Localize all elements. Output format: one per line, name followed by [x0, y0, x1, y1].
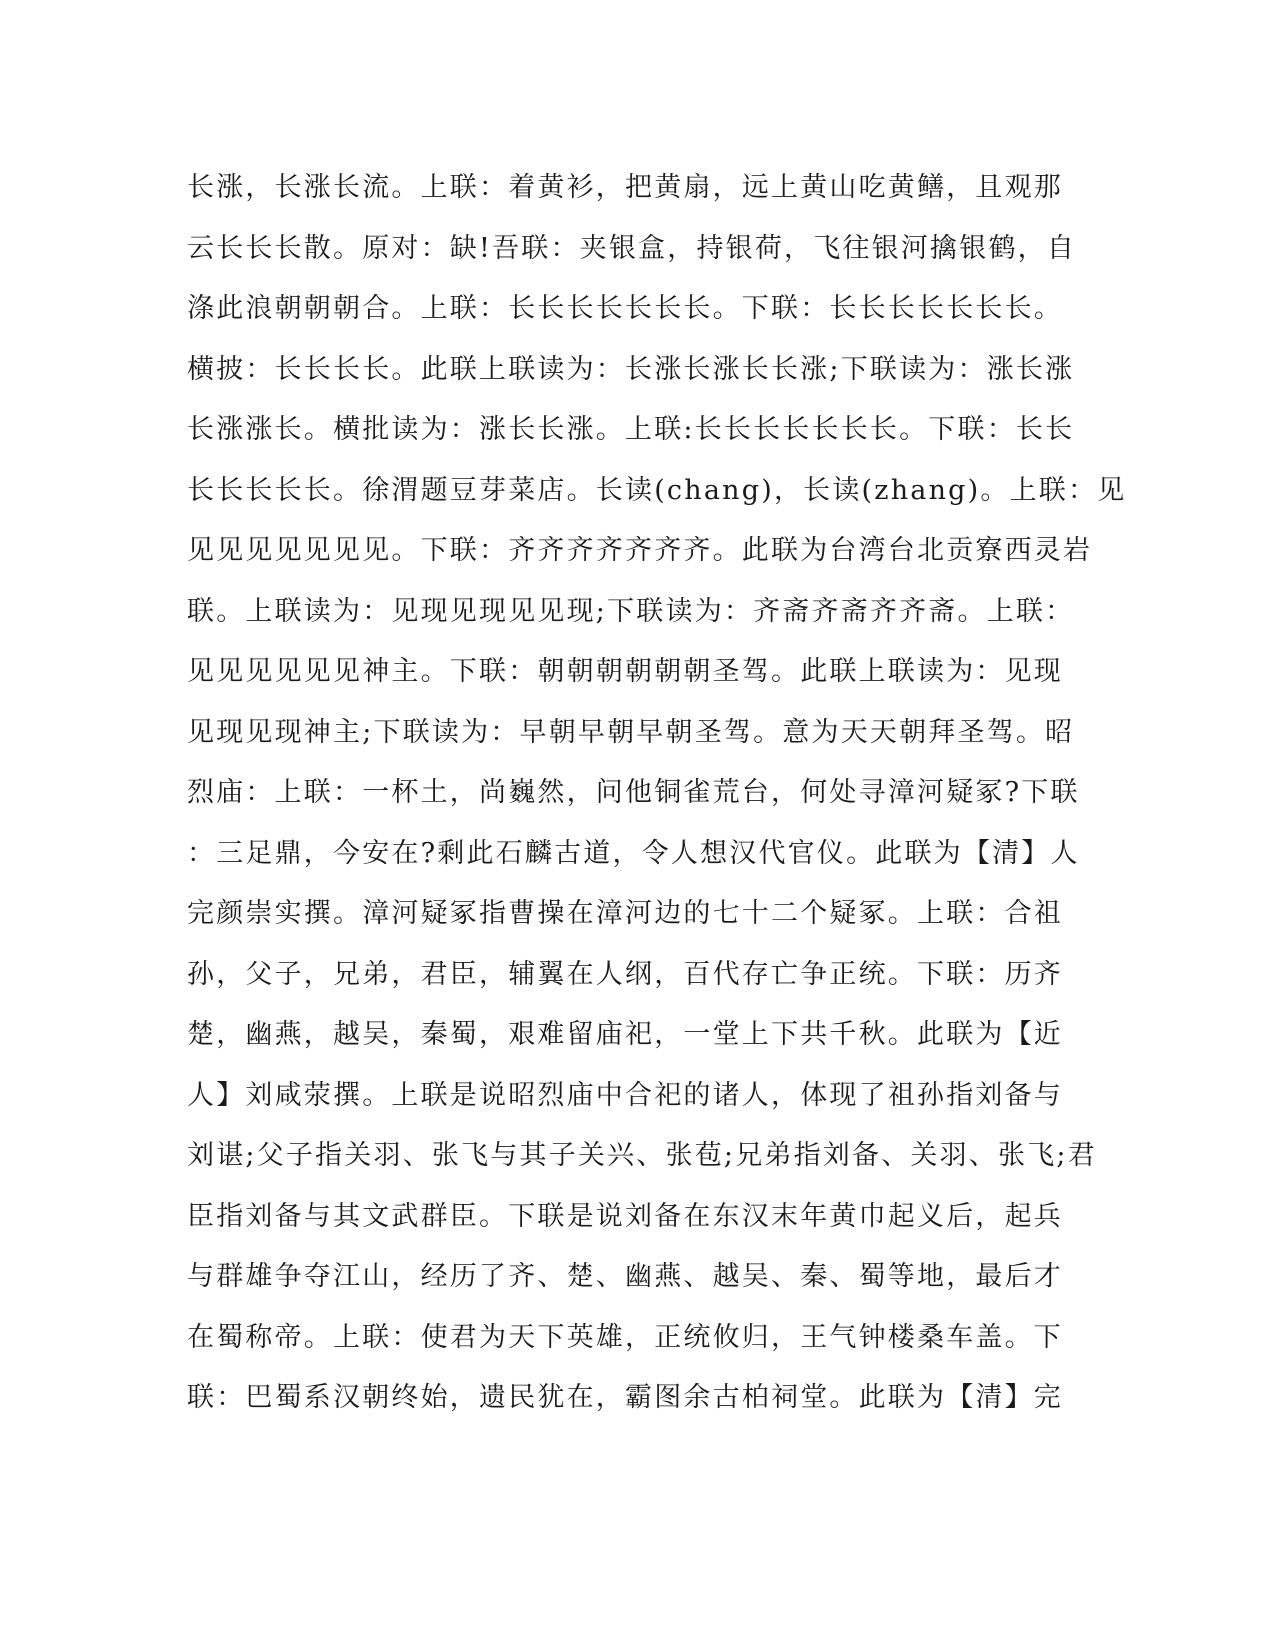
text-line: 与群雄争夺江山，经历了齐、楚、幽燕、越吴、秦、蜀等地，最后才: [187, 1261, 1063, 1292]
text-line: 见现见现神主;下联读为：早朝早朝早朝圣驾。意为天天朝拜圣驾。昭: [187, 716, 1075, 748]
text-line: 联：巴蜀系汉朝终始，遗民犹在，霸图余古柏祠堂。此联为【清】完: [187, 1382, 1063, 1413]
text-line: 完颜崇实撰。漳河疑冢指曹操在漳河边的七十二个疑冢。上联：合祖: [187, 898, 1063, 929]
text-line: 见见见见见见见。下联：齐齐齐齐齐齐齐。此联为台湾台北贡寮西灵岩: [187, 535, 1093, 566]
body-text: [187, 158, 1127, 1429]
text-line: 楚，幽燕，越吴，秦蜀，艰难留庙祀，一堂上下共千秋。此联为【近: [187, 1019, 1063, 1050]
text-line: 在蜀称帝。上联：使君为天下英雄，正统攸归，王气钟楼桑车盖。下: [187, 1321, 1063, 1353]
text-line: 烈庙：上联：一杯土，尚巍然，问他铜雀荒台，何处寻漳河疑冢?下联: [187, 777, 1080, 808]
text-line: 见见见见见见神主。下联：朝朝朝朝朝朝圣驾。此联上联读为：见现: [187, 656, 1063, 687]
text-line: 长涨涨长。横批读为：涨长长涨。上联:长长长长长长长。下联：长长: [187, 414, 1075, 445]
text-line: 横披：长长长长。此联上联读为：长涨长涨长长涨;下联读为：涨长涨: [187, 353, 1075, 385]
text-line: 云长长长散。原对：缺!吾联：夹银盒，持银荷，飞往银河擒银鹤，自: [187, 232, 1077, 264]
text-line: 刘谌;父子指关羽、张飞与其子关兴、张苞;兄弟指刘备、关羽、张飞;君: [187, 1140, 1097, 1171]
text-line: 臣指刘备与其文武群臣。下联是说刘备在东汉末年黄巾起义后，起兵: [187, 1200, 1063, 1232]
text-line: ：三足鼎，今安在?剩此石麟古道，令人想汉代官仪。此联为【清】人: [187, 837, 1080, 869]
text-line: 涤此浪朝朝朝合。上联：长长长长长长长。下联：长长长长长长长。: [187, 293, 1063, 324]
text-line: 人】刘咸荥撰。上联是说昭烈庙中合祀的诸人，体现了祖孙指刘备与: [187, 1079, 1063, 1111]
text-line: 孙，父子，兄弟，君臣，辅翼在人纲，百代存亡争正统。下联：历齐: [187, 958, 1063, 990]
text-line: 联。上联读为：见现见现见见现;下联读为：齐斋齐斋齐齐斋。上联：: [187, 595, 1075, 627]
text-line: 长长长长长。徐渭题豆芽菜店。长读(chang)，长读(zhang)。上联：见: [187, 474, 1127, 506]
text-line: 长涨，长涨长流。上联：着黄衫，把黄扇，远上黄山吃黄鳝，且观那: [187, 172, 1063, 203]
